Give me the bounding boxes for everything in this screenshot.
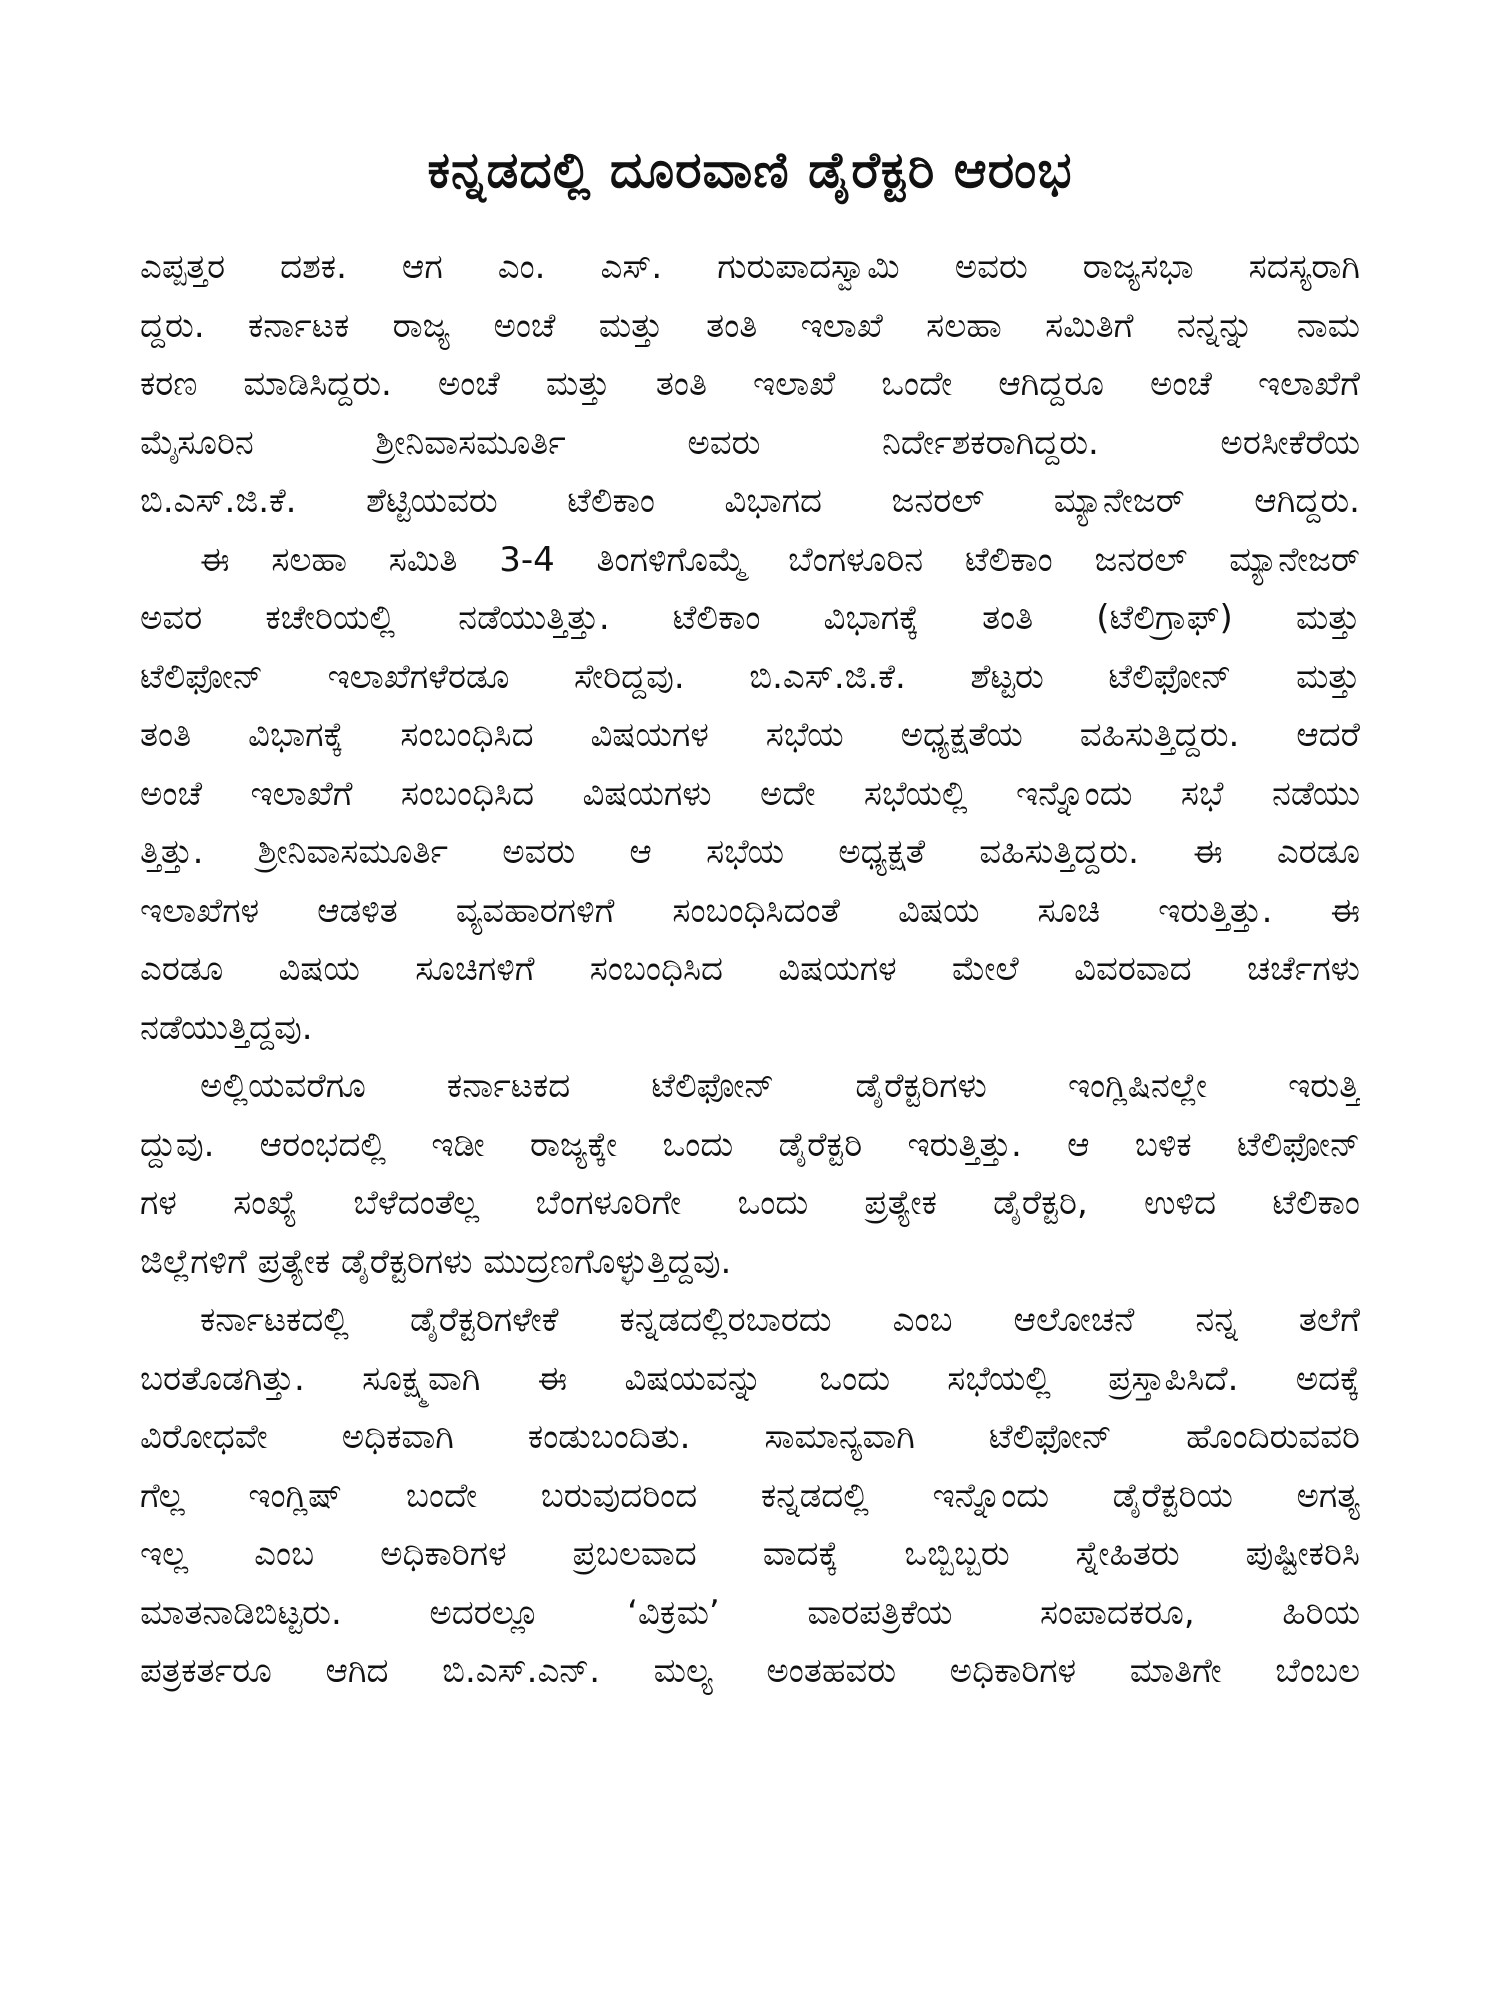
text-line: ಜಿಲ್ಲೆಗಳಿಗೆ ಪ್ರತ್ಯೇಕ ಡೈರೆಕ್ಟರಿಗಳು ಮುದ್ರಣಗೊಳ್ಳುತ್ತಿದ್ದವು. — [140, 1241, 732, 1282]
text-line: ವಿರೋಧವೇ ಅಧಿಕವಾಗಿ ಕಂಡುಬಂದಿತು. ಸಾಮಾನ್ಯವಾಗಿ ಟೆಲಿಫೋನ್ ಹೊಂದಿರುವವರಿ — [140, 1417, 1360, 1457]
text-line: ನಡೆಯುತ್ತಿದ್ದವು. — [140, 1007, 313, 1048]
text-line: ಬಿ.ಎಸ್.ಜಿ.ಕೆ. ಶೆಟ್ಟಿಯವರು ಟೆಲಿಕಾಂ ವಿಭಾಗದ ಜನರಲ್ ಮ್ಯಾನೇಜರ್ ಆಗಿದ್ದರು. — [140, 481, 1360, 521]
text-line: ಗೆಲ್ಲ ಇಂಗ್ಲಿಷ್ ಬಂದೇ ಬರುವುದರಿಂದ ಕನ್ನಡದಲ್ಲಿ ಇನ್ನೊಂದು ಡೈರೆಕ್ಟರಿಯ ಅಗತ್ಯ — [140, 1475, 1360, 1516]
text-line: ತಂತಿ ವಿಭಾಗಕ್ಕೆ ಸಂಬಂಧಿಸಿದ ವಿಷಯಗಳ ಸಭೆಯ ಅಧ್ಯಕ್ಷತೆಯ ವಹಿಸುತ್ತಿದ್ದರು. ಆದರೆ — [140, 715, 1360, 755]
text-line: ಇಲಾಖೆಗಳ ಆಡಳಿತ ವ್ಯವಹಾರಗಳಿಗೆ ಸಂಬಂಧಿಸಿದಂತೆ ವಿಷಯ ಸೂಚಿ ಇರುತ್ತಿತ್ತು. ಈ — [140, 890, 1360, 931]
text-line: ಮೈಸೂರಿನ ಶ್ರೀನಿವಾಸಮೂರ್ತಿ ಅವರು ನಿರ್ದೇಶಕರಾಗಿದ್ದರು. ಅರಸೀಕೆರೆಯ — [140, 422, 1360, 463]
text-line: ಅಂಚೆ ಇಲಾಖೆಗೆ ಸಂಬಂಧಿಸಿದ ವಿಷಯಗಳು ಅದೇ ಸಭೆಯಲ್ಲಿ ಇನ್ನೊಂದು ಸಭೆ ನಡೆಯು — [140, 773, 1360, 814]
text-line: ಕರ್ನಾಟಕದಲ್ಲಿ ಡೈರೆಕ್ಟರಿಗಳೇಕೆ ಕನ್ನಡದಲ್ಲಿರಬಾರದು ಎಂಬ ಆಲೋಚನೆ ನನ್ನ ತಲೆಗೆ — [200, 1300, 1360, 1340]
text-line: ಪತ್ರಕರ್ತರೂ ಆಗಿದ ಬಿ.ಎಸ್.ಎನ್. ಮಲ್ಯ ಅಂತಹವರು ಅಧಿಕಾರಿಗಳ ಮಾತಿಗೇ ಬೆಂಬಲ — [140, 1651, 1360, 1691]
paragraph-4 — [140, 1291, 1360, 1701]
text-line: ಎಪ್ಪತ್ತರ ದಶಕ. ಆಗ ಎಂ. ಎಸ್. ಗುರುಪಾದಸ್ವಾಮಿ ಅವರು ರಾಜ್ಯಸಭಾ ಸದಸ್ಯರಾಗಿ — [140, 247, 1360, 287]
text-line: ಅವರ ಕಚೇರಿಯಲ್ಲಿ ನಡೆಯುತ್ತಿತ್ತು. ಟೆಲಿಕಾಂ ವಿಭಾಗಕ್ಕೆ ತಂತಿ (ಟೆಲಿಗ್ರಾಫ್) ಮತ್ತು — [140, 598, 1360, 638]
text-line: ದ್ದರು. ಕರ್ನಾಟಕ ರಾಜ್ಯ ಅಂಚೆ ಮತ್ತು ತಂತಿ ಇಲಾಖೆ ಸಲಹಾ ಸಮಿತಿಗೆ ನನ್ನನ್ನು ನಾಮ — [140, 305, 1360, 346]
text-line: ಇಲ್ಲ ಎಂಬ ಅಧಿಕಾರಿಗಳ ಪ್ರಬಲವಾದ ವಾದಕ್ಕೆ ಒಬ್ಬಿಬ್ಬರು ಸ್ನೇಹಿತರು ಪುಷ್ಟೀಕರಿಸಿ — [140, 1534, 1360, 1574]
paragraph-3 — [140, 1057, 1360, 1291]
text-line: ದ್ದುವು. ಆರಂಭದಲ್ಲಿ ಇಡೀ ರಾಜ್ಯಕ್ಕೇ ಒಂದು ಡೈರೆಕ್ಟರಿ ಇರುತ್ತಿತ್ತು. ಆ ಬಳಿಕ ಟೆಲಿಫೋನ್ — [140, 1124, 1360, 1165]
text-line: ಟೆಲಿಫೋನ್ ಇಲಾಖೆಗಳೆರಡೂ ಸೇರಿದ್ದವು. ಬಿ.ಎಸ್.ಜಿ.ಕೆ. ಶೆಟ್ಟರು ಟೆಲಿಫೋನ್ ಮತ್ತು — [140, 656, 1360, 697]
text-line: ಅಲ್ಲಿಯವರೆಗೂ ಕರ್ನಾಟಕದ ಟೆಲಿಫೋನ್ ಡೈರೆಕ್ಟರಿಗಳು ಇಂಗ್ಲಿಷಿನಲ್ಲೇ ಇರುತ್ತಿ — [200, 1066, 1360, 1106]
document-page — [140, 130, 1360, 1970]
text-line: ಕರಣ ಮಾಡಿಸಿದ್ದರು. ಅಂಚೆ ಮತ್ತು ತಂತಿ ಇಲಾಖೆ ಒಂದೇ ಆಗಿದ್ದರೂ ಅಂಚೆ ಇಲಾಖೆಗೆ — [140, 364, 1360, 404]
paragraph-1 — [140, 238, 1360, 531]
text-line: ಗಳ ಸಂಖ್ಯೆ ಬೆಳೆದಂತೆಲ್ಲ ಬೆಂಗಳೂರಿಗೇ ಒಂದು ಪ್ರತ್ಯೇಕ ಡೈರೆಕ್ಟರಿ, ಉಳಿದ ಟೆಲಿಕಾಂ — [140, 1183, 1360, 1223]
text-line: ಎರಡೂ ವಿಷಯ ಸೂಚಿಗಳಿಗೆ ಸಂಬಂಧಿಸಿದ ವಿಷಯಗಳ ಮೇಲೆ ವಿವರವಾದ ಚರ್ಚೆಗಳು — [140, 949, 1360, 989]
paragraph-2 — [140, 531, 1360, 1058]
text-line: ಬರತೊಡಗಿತ್ತು. ಸೂಕ್ಷ್ಮವಾಗಿ ಈ ವಿಷಯವನ್ನು ಒಂದು ಸಭೆಯಲ್ಲಿ ಪ್ರಸ್ತಾಪಿಸಿದೆ. ಅದಕ್ಕೆ — [140, 1358, 1360, 1399]
text-line: ತ್ತಿತ್ತು. ಶ್ರೀನಿವಾಸಮೂರ್ತಿ ಅವರು ಆ ಸಭೆಯ ಅಧ್ಯಕ್ಷತೆ ವಹಿಸುತ್ತಿದ್ದರು. ಈ ಎರಡೂ — [140, 832, 1360, 872]
text-line: ಮಾತನಾಡಿಬಿಟ್ಟರು. ಅದರಲ್ಲೂ ‘ವಿಕ್ರಮ’ ವಾರಪತ್ರಿಕೆಯ ಸಂಪಾದಕರೂ, ಹಿರಿಯ — [140, 1592, 1360, 1633]
page-title: ಕನ್ನಡದಲ್ಲಿ ದೂರವಾಣಿ ಡೈರೆಕ್ಟರಿ ಆರಂಭ — [427, 141, 1073, 199]
text-line: ಈ ಸಲಹಾ ಸಮಿತಿ 3-4 ತಿಂಗಳಿಗೊಮ್ಮೆ ಬೆಂಗಳೂರಿನ ಟೆಲಿಕಾಂ ಜನರಲ್ ಮ್ಯಾನೇಜರ್ — [200, 539, 1360, 580]
